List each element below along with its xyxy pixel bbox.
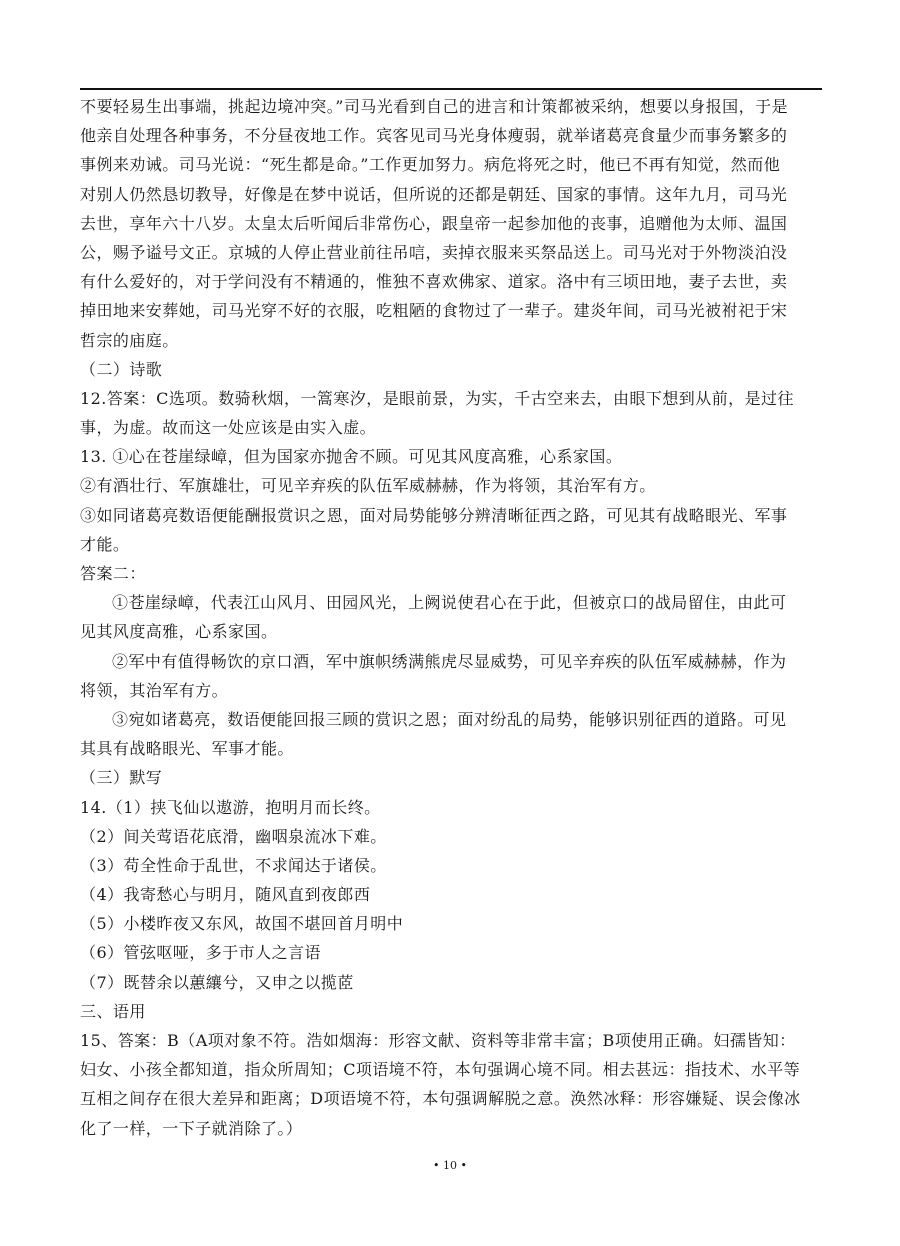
- text-line: 有什么爱好的，对于学问没有不精通的，惟独不喜欢佛家、道家。洛中有三顷田地，妻子去世，卖: [80, 272, 788, 292]
- text-line: 对别人仍然恳切教导，好像是在梦中说话，但所说的还都是朝廷、国家的事情。这年九月，司马光: [80, 184, 788, 204]
- header-rule: [80, 88, 822, 90]
- section-heading-language-use: 三、语用: [80, 1001, 146, 1021]
- answer-two-line: 见其风度高雅，心系家国。: [80, 622, 278, 642]
- answer-two-line: ①苍崖绿嶂，代表江山风月、田园风光，上阙说使君心在于此，但被京口的战局留住，由此可: [112, 593, 787, 613]
- answer-13-line: 13. ①心在苍崖绿嶂，但为国家亦抛舍不顾。可见其风度高雅，心系家国。: [80, 447, 623, 467]
- answer-15-line: 妇女、小孩全都知道，指众所周知；C项语境不符，本句强调心境不同。相去甚远：指技术、水平等: [80, 1060, 801, 1080]
- text-line: 公，赐予谥号文正。京城的人停止营业前往吊唁，卖掉衣服来买祭品送上。司马光对于外物淡泊没: [80, 242, 788, 262]
- text-line: 掉田地来安葬她，司马光穿不好的衣服，吃粗陋的食物过了一辈子。建炎年间，司马光被祔祀于宋: [80, 301, 788, 321]
- answer-15-line: 化了一样，一下子就消除了。）: [80, 1118, 303, 1138]
- answer-two-line: ③宛如诸葛亮，数语便能回报三顾的赏识之恩；面对纷乱的局势，能够识别征西的道路。可见: [112, 709, 787, 729]
- text-line: 去世，享年六十八岁。太皇太后听闻后非常伤心，跟皇帝一起参加他的丧事，追赠他为太师、温国: [80, 213, 788, 233]
- answer-13-line: ②有酒壮行、军旗雄壮，可见辛弃疾的队伍军威赫赫，作为将领，其治军有方。: [80, 476, 656, 496]
- dictation-item: （6）管弦呕哑，多于市人之言语: [80, 943, 321, 963]
- answer-12-line: 事，为虚。故而这一处应该是由实入虚。: [80, 418, 377, 438]
- answer-two-line: 其具有战略眼光、军事才能。: [80, 739, 294, 759]
- answer-13-line: 才能。: [80, 534, 130, 554]
- answer-15-line: 15、答案：B（A项对象不符。浩如烟海：形容文献、资料等非常丰富；B项使用正确。妇孺皆知：: [80, 1031, 796, 1050]
- answer-two-line: 将领，其治军有方。: [80, 680, 229, 700]
- text-line: 不要轻易生出事端，挑起边境冲突。”司马光看到自己的进言和计策都被采纳，想要以身报国，于是: [80, 97, 788, 116]
- text-line: 他亲自处理各种事务，不分昼夜地工作。宾客见司马光身体瘦弱，就举诸葛亮食量少而事务繁多的: [80, 126, 788, 146]
- dictation-item: （3）苟全性命于乱世，不求闻达于诸侯。: [80, 855, 387, 875]
- document-body: [80, 92, 822, 1143]
- answer-two-line: ②军中有值得畅饮的京口酒，军中旗帜绣满熊虎尽显威势，可见辛弃疾的队伍军威赫赫，作为: [112, 651, 787, 671]
- answer-two-heading: 答案二：: [80, 564, 146, 583]
- text-line: 事例来劝诫。司马光说：“死生都是命。”工作更加努力。病危将死之时，他已不再有知觉，然而他: [80, 155, 781, 175]
- dictation-item: （5）小楼昨夜又东风，故国不堪回首月明中: [80, 914, 404, 934]
- answer-13-line: ③如同诸葛亮数语便能酬报赏识之恩，面对局势能够分辨清晰征西之路，可见其有战略眼光、军事: [80, 505, 788, 525]
- answer-15-line: 互相之间存在很大差异和距离；D项语境不符，本句强调解脱之意。涣然冰释：形容嫌疑、误会像冰: [80, 1089, 801, 1109]
- section-heading-dictation: （三）默写: [80, 768, 163, 788]
- text-line: 哲宗的庙庭。: [80, 330, 179, 350]
- answer-12-line: 12.答案：C选项。数骑秋烟，一篙寒汐，是眼前景，为实，千古空来去，由眼下想到从前，是过往: [80, 388, 794, 408]
- section-heading-poetry: （二）诗歌: [80, 359, 163, 379]
- dictation-item: （7）既替余以蕙纕兮，又申之以揽茝: [80, 972, 354, 992]
- page-number: • 10 •: [433, 1159, 467, 1172]
- dictation-item: （2）间关莺语花底滑，幽咽泉流冰下难。: [80, 826, 387, 846]
- dictation-item: （4）我寄愁心与明月，随风直到夜郎西: [80, 885, 371, 905]
- dictation-item: 14.（1）挟飞仙以遨游，抱明月而长终。: [80, 797, 381, 817]
